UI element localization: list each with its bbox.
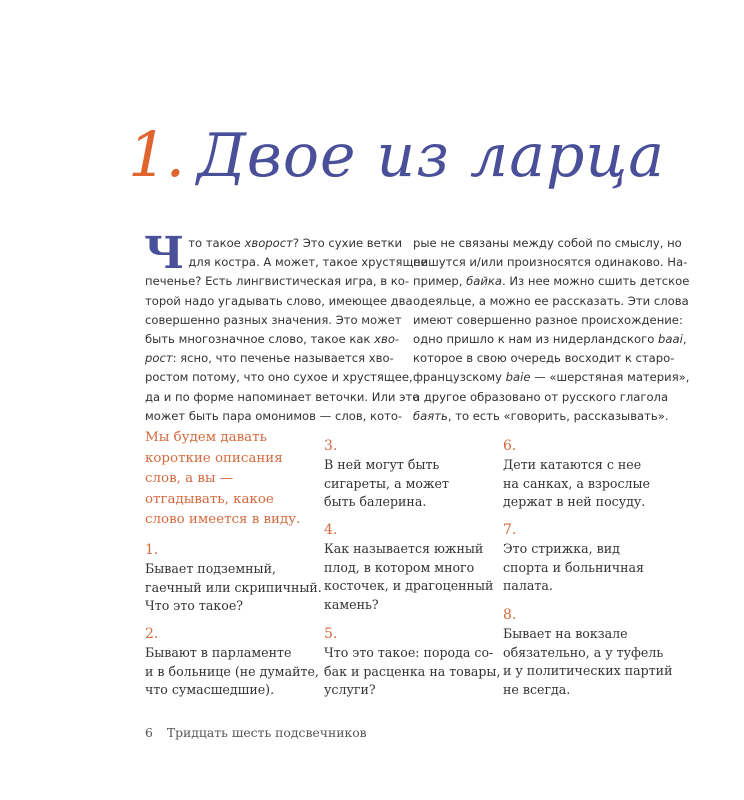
- text-line: [413, 253, 688, 272]
- riddle-8: [503, 605, 672, 699]
- riddle-text-line: быть балерина.: [324, 494, 427, 510]
- riddle-7: [503, 520, 644, 596]
- text-line: [145, 330, 400, 349]
- riddle-text-line: Бывают в парламенте: [145, 645, 292, 660]
- riddle-text-line: Дети катаются с нее: [503, 457, 642, 472]
- page-footer: [145, 725, 367, 740]
- text-run: пример,: [413, 274, 467, 289]
- text-run: одно пришло к нам из нидерландского: [413, 332, 659, 347]
- riddle-number: 7.: [503, 522, 517, 538]
- running-title: Тридцать шесть подсвечников: [166, 725, 367, 740]
- riddle-2: [145, 624, 319, 700]
- text-line: [145, 272, 410, 291]
- riddle-number: 5.: [324, 626, 338, 642]
- riddle-text-line: что сумасшедшие).: [145, 682, 275, 698]
- riddle-text-line: Что это такое: порода со-: [324, 645, 494, 660]
- lead-line: Мы будем давать: [145, 430, 267, 445]
- text-run: рые не связаны между собой по смыслу, но: [413, 236, 682, 250]
- riddle-1: [145, 540, 322, 616]
- riddle-text-line: В ней могут быть: [324, 457, 440, 472]
- riddle-number: 6.: [503, 438, 517, 454]
- text-line: [145, 311, 402, 330]
- riddle-5: [324, 624, 500, 700]
- intro-right-text: [413, 234, 690, 426]
- text-run: может быть пара омонимов — слов, кото-: [145, 408, 403, 423]
- lead-line: слов, а вы —: [145, 471, 234, 487]
- italic-term: baai: [658, 332, 683, 347]
- text-line: [413, 368, 690, 387]
- text-run: которое в свою очередь восходит к старо-: [413, 351, 675, 366]
- text-line: [413, 330, 687, 349]
- riddle-number: 8.: [503, 607, 517, 623]
- text-line: [413, 311, 683, 330]
- riddle-number: 4.: [324, 522, 338, 538]
- text-run: для костра. А может, такое хрустящее: [188, 255, 428, 270]
- text-run: торой надо угадывать слово, имеющее два: [145, 293, 413, 308]
- text-line: [145, 388, 420, 407]
- drop-cap: Ч: [144, 228, 185, 279]
- italic-term: байка: [466, 274, 502, 289]
- riddle-number: 2.: [145, 626, 159, 642]
- riddle-text-line: гаечный или скрипичный.: [145, 579, 322, 595]
- riddle-text-line: камень?: [324, 596, 379, 612]
- italic-term: хво-: [374, 332, 400, 347]
- riddle-number: 3.: [324, 438, 338, 454]
- lead-line: короткие описания: [145, 450, 283, 466]
- italic-term: baie: [505, 370, 531, 385]
- text-run: да и по форме напоминает веточки. Или это: [145, 389, 420, 404]
- riddle-3: [324, 436, 449, 512]
- riddle-text-line: Как называется южный: [324, 541, 484, 556]
- text-line: [145, 349, 393, 368]
- italic-term: хворост: [244, 236, 293, 250]
- chapter-title: Двое из ларца: [197, 121, 666, 191]
- text-run: ? Это сухие ветки: [292, 236, 403, 250]
- text-line: [413, 349, 675, 368]
- chapter-number: 1.: [128, 118, 184, 191]
- text-run: : ясно, что печенье называется хво-: [172, 351, 394, 366]
- text-run: — «шерстяная материя»,: [530, 370, 690, 385]
- riddle-text-line: спорта и больничная: [503, 559, 644, 575]
- text-run: пишутся и/или произносятся одинаково. На-: [413, 255, 688, 270]
- chapter-heading: [128, 118, 665, 191]
- text-line: [413, 272, 690, 291]
- riddle-text-line: и у политических партий: [503, 663, 673, 679]
- riddle-number: 1.: [145, 542, 159, 558]
- riddle-4: [324, 520, 493, 614]
- intro-column-left: [144, 228, 428, 426]
- text-run: . Из нее можно сшить детское: [502, 274, 690, 289]
- text-line: [145, 407, 403, 426]
- riddle-text-line: услуги?: [324, 682, 376, 698]
- text-line: [413, 388, 669, 407]
- riddles-lead-text: [145, 428, 315, 531]
- text-line: [145, 292, 413, 311]
- riddle-text-line: Бывает подземный,: [145, 561, 276, 576]
- text-run: а другое образовано от русского глагола: [413, 389, 669, 404]
- text-run: французскому: [413, 370, 506, 385]
- text-run: имеют совершенно разное происхождение:: [413, 312, 683, 327]
- italic-term: баять: [413, 408, 448, 423]
- riddle-text-line: плод, в котором много: [324, 559, 475, 575]
- text-run: то такое: [188, 236, 245, 250]
- text-run: совершенно разных значения. Это может: [145, 312, 402, 327]
- riddle-text-line: держат в ней посуду.: [503, 494, 646, 510]
- riddle-text-line: палата.: [503, 578, 553, 594]
- riddle-text-line: косточек, и драгоценный: [324, 578, 494, 594]
- riddle-text-line: Это стрижка, вид: [503, 541, 620, 556]
- intro-column-right: [413, 234, 690, 426]
- riddle-text-line: Бывает на вокзале: [503, 626, 628, 641]
- text-line: [145, 368, 413, 387]
- riddle-text-line: и в больнице (не думайте,: [145, 663, 319, 679]
- riddle-text-line: не всегда.: [503, 681, 571, 697]
- riddle-text-line: на санках, а взрослые: [503, 475, 650, 491]
- text-line: [413, 407, 669, 426]
- text-line: [413, 292, 689, 311]
- lead-line: отгадывать, какое: [145, 491, 274, 507]
- italic-term: рост: [145, 351, 173, 366]
- riddle-text-line: обязательно, а у туфель: [503, 644, 664, 660]
- lead-line: слово имеется в виду.: [145, 512, 301, 528]
- text-run: ростом потому, что оно сухое и хрустящее,: [145, 370, 413, 385]
- text-run: ,: [682, 332, 687, 347]
- riddle-text-line: Что это такое?: [145, 598, 244, 614]
- text-run: одеяльце, а можно ее рассказать. Эти слова: [413, 293, 689, 308]
- riddle-text-line: сигареты, а может: [324, 475, 449, 491]
- page-number: 6: [145, 725, 153, 740]
- riddle-text-line: бак и расценка на товары,: [324, 663, 501, 679]
- text-run: быть многозначное слово, такое как: [145, 332, 375, 347]
- text-run: печенье? Есть лингвистическая игра, в ко-: [145, 274, 410, 289]
- text-run: , то есть «говорить, рассказывать».: [447, 408, 669, 423]
- riddle-6: [503, 436, 650, 512]
- text-line: [413, 234, 682, 253]
